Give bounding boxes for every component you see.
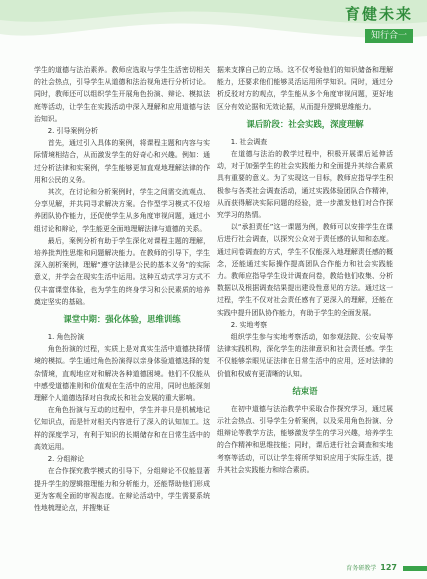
section-heading: 课后阶段：社会实践，深度理解 (246, 118, 364, 129)
journal-name: 育务研教学 (346, 565, 377, 572)
subheading: 2. 分组辩论 (47, 455, 85, 464)
right-column (217, 64, 393, 476)
paragraph: 其次，在讨论和分析案例时，学生之间需交流观点、分享见解，并共同寻求解决方案。合作型学习模式不仅培养团队协作能力，还促使学生从多角度审视问题，通过小组讨论和辩论，学生能更全面地理解法律与道德的关系。 (34, 188, 210, 233)
paragraph: 最后，案例分析有助于学生深化对课程主题的理解，培养批判性思维和问题解决能力。在教师的引导下，学生深入剖析案例，理解“遵守法律是公民的基本义务”的实际意义，并学会在现实生活中运用。这种互动式学习方式不仅丰富课堂体验，也为学生的终身学习和公民素质的培养奠定坚实的基础。 (34, 236, 210, 306)
footer-accent-bar (403, 566, 427, 571)
paragraph: 据来支撑自己的立场。这不仅考验他们的知识储备和理解能力，还要求他们能够灵活运用所学知识。同时，通过分析反驳对方的观点，学生能从多个角度审视问题，更好地区分有效论据和无效论据，从而提升逻辑思维能力。 (217, 66, 393, 111)
subheading: 1. 社会调查 (230, 137, 268, 146)
page-number: 127 (380, 563, 397, 572)
paragraph: 组织学生参与实地考察活动，如参观法院、公安局等法律实践机构，深化学生的法律意识和社会责任感。学生不仅能够亲眼见证法律在日常生活中的应用，还对法律的价值和权威有更清晰的认知。 (217, 333, 393, 378)
left-column (34, 64, 210, 514)
brand-subtitle: 知行合一 (365, 29, 413, 43)
paragraph: 在初中道德与法治教学中采取合作探究学习，通过展示社会热点、引导学生分析案例，以及采用角色扮演、分组辩论等教学方法，能够激发学生的学习兴趣，培养学生的合作精神和思维技能；同时，课后进行社会调查和实地考察等活动，可以让学生将所学知识应用于实际生活，提升其社会实践能力和综合素质。 (217, 404, 393, 474)
paragraph: 以“承担责任”这一课题为例，教师可以安排学生在课后进行社会调查，以探究公众对于责任感的认知和态度。通过问卷调查的方式，学生不仅能深入地理解责任感的概念，还能通过实际操作提高团队合作能力和社会实践能力。教师应指导学生设计调查问卷，教给他们收集、分析数据以及根据调查结果提出建设性意见的方法。通过这一过程，学生不仅对社会责任感有了更深入的理解，还能在实践中提升团队协作能力，有助于学生的全面发展。 (217, 223, 393, 317)
section-heading: 课堂中期：强化体验，思维训练 (63, 314, 181, 325)
section-heading: 结束语 (292, 385, 318, 396)
subheading: 2. 实地考察 (230, 320, 268, 329)
paragraph: 在角色扮演与互动的过程中，学生并非只是机械地记忆知识点，而是针对相关内容进行了深入的认知加工。这样的深度学习，有利于知识的长期储存和在日常生活中的高效运用。 (34, 406, 210, 451)
paragraph: 角色扮演的过程，实质上是对真实生活中道德抉择情境的模拟。学生通过角色扮演得以亲身体验道德选择的复杂情境，直观地应对和解决各种道德困境。他们不仅能从中感受道德准则和价值观在生活中的应用，同时也能深刻理解个人道德选择对自我成长和社会发展的重大影响。 (34, 345, 210, 403)
paragraph: 首先，通过引入具体的案例，将课程主题和内容与实际情境相结合，从而激发学生的好奇心和兴趣。例如：通过分析法律和实案例，学生能够更加直观地理解法律的作用和公民的义务。 (34, 139, 210, 184)
subheading: 2. 引导案例分析 (47, 127, 98, 136)
paragraph: 在道德与法治的教学过程中，积极开展课后延伸活动，对于加强学生的社会实践能力和全面提升其综合素质具有重要的意义。为了实现这一目标，教师应指导学生积极参与各类社会调查活动，通过实践体验团队合作精神，从而获得解决实际问题的经验，进一步激发他们对合作探究学习的热情。 (217, 150, 393, 220)
column-brand (345, 5, 413, 43)
paragraph: 学生的道德与法治素养。教师应选取与学生生活密切相关的社会热点，引导学生从道德和法治视角进行分析讨论。同时，教师还可以组织学生开展角色扮演、辩论、模拟法庭等活动，让学生在实践活动中深入理解和应用道德与法治知识。 (34, 66, 210, 123)
paragraph: 在合作探究教学模式的引导下，分组辩论不仅能显著提升学生的逻辑推理能力和分析能力，还能帮助他们形成更为客观全面的审视态度。在辩论活动中，学生需要系统性地梳理论点，并搜集证 (34, 467, 210, 512)
page-footer (346, 563, 397, 572)
page-header (0, 0, 427, 44)
subheading: 1. 角色扮演 (47, 333, 85, 342)
brand-title: 育健未来 (344, 5, 413, 23)
